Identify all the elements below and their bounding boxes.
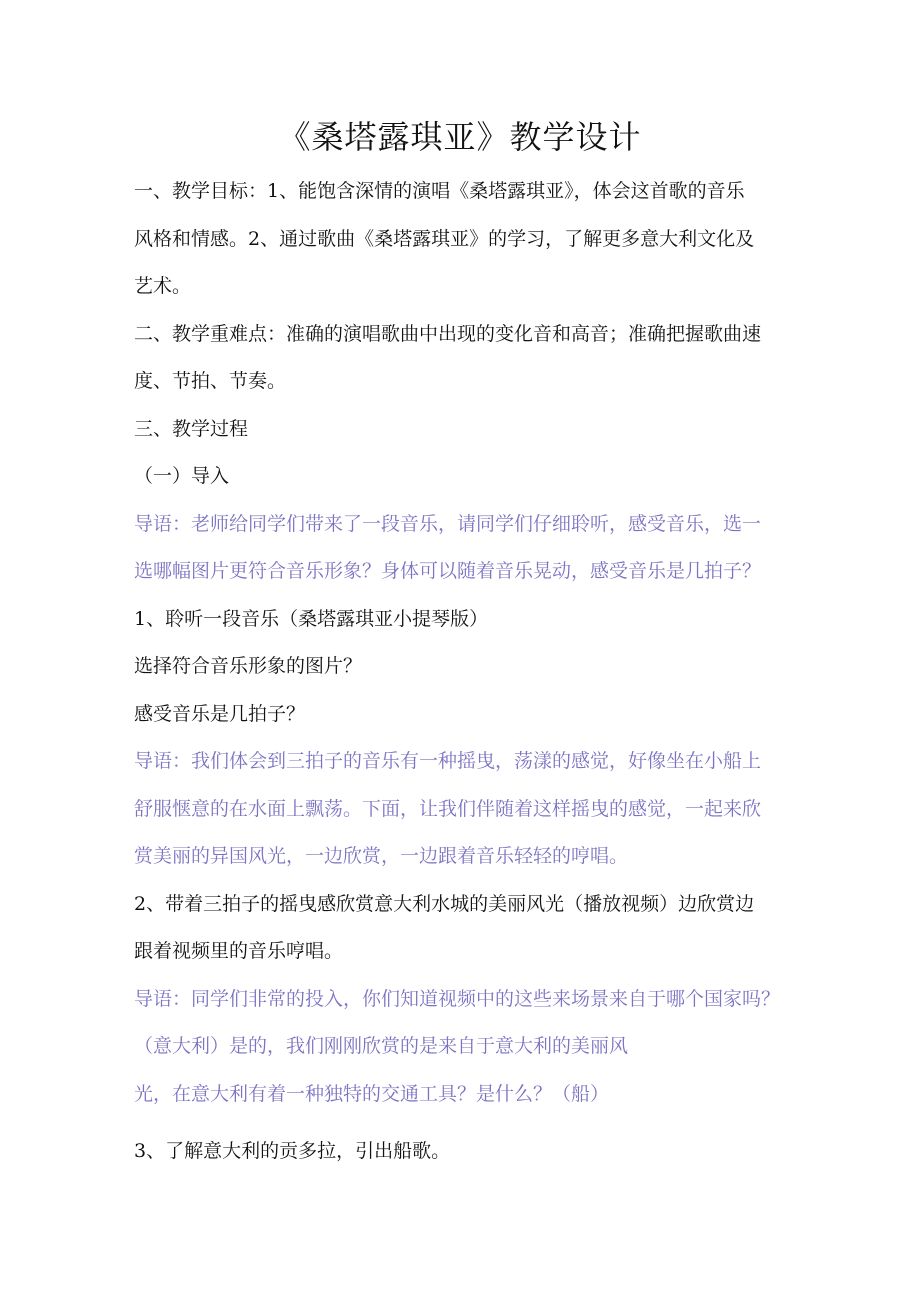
- spacer: [134, 1118, 794, 1128]
- paragraph-line: 1、聆听一段音乐（桑塔露琪亚小提琴版）: [134, 607, 489, 630]
- paragraph-line: 二、教学重难点：准确的演唱歌曲中出现的变化音和高音；准确把握歌曲速: [134, 322, 762, 345]
- paragraph-line: 一、教学目标：1、能饱含深情的演唱《桑塔露琪亚》，体会这首歌的音乐: [134, 180, 745, 202]
- paragraph-line: 艺术。: [134, 275, 192, 297]
- document-body: [134, 168, 794, 1176]
- section-heading: 三、教学过程: [134, 417, 249, 440]
- paragraph-line: 风格和情感。2、通过歌曲《桑塔露琪亚》的学习，了解更多意大利文化及: [134, 227, 755, 250]
- paragraph-line: 2、带着三拍子的摇曳感欣赏意大利水城的美丽风光（播放视频）边欣赏边: [134, 892, 755, 915]
- guide-line: 导语：老师给同学们带来了一段音乐，请同学们仔细聆听，感受音乐，选一: [134, 512, 762, 535]
- guide-line: 导语：我们体会到三拍子的音乐有一种摇曳，荡漾的感觉，好像坐在小船上: [134, 750, 762, 772]
- guide-line: 选哪幅图片更符合音乐形象？身体可以随着音乐晃动，感受音乐是几拍子？: [134, 560, 762, 582]
- paragraph-line: 选择符合音乐形象的图片？: [134, 655, 363, 677]
- guide-line: （意大利）是的，我们刚刚欣赏的是来自于意大利的美丽风: [134, 1035, 629, 1057]
- guide-line: 导语：同学们非常的投入，你们知道视频中的这些来场景来自于哪个国家吗？: [134, 987, 781, 1010]
- paragraph-line: 3、了解意大利的贡多拉，引出船歌。: [134, 1140, 451, 1162]
- page-title: 《桑塔露琪亚》教学设计: [278, 118, 642, 156]
- paragraph-line: 跟着视频里的音乐哼唱。: [134, 940, 344, 962]
- paragraph-line: 度、节拍、节奏。: [134, 370, 287, 392]
- guide-line: 赏美丽的异国风光，一边欣赏，一边跟着音乐轻轻的哼唱。: [134, 845, 629, 867]
- subsection-heading: （一）导入: [134, 465, 230, 487]
- guide-line: 舒服惬意的在水面上飘荡。下面，让我们伴随着这样摇曳的感觉，一起来欣: [134, 797, 762, 820]
- guide-line: 光，在意大利有着一种独特的交通工具？是什么？（船）: [134, 1082, 610, 1105]
- paragraph-line: 感受音乐是几拍子？: [134, 702, 306, 725]
